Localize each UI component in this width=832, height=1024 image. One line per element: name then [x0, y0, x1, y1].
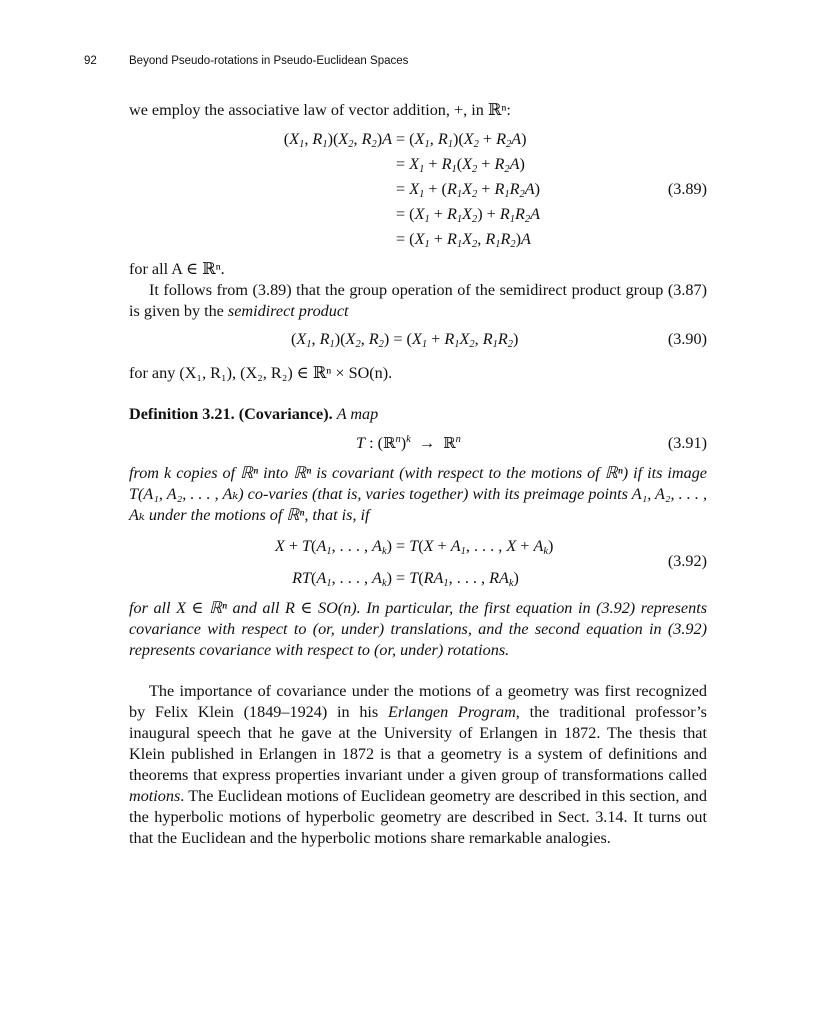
- erlangen-program-emph: Erlangen Program: [387, 703, 516, 721]
- eq389-lhs: ($X_1$, $R_1)(X_2$, $R_2)A$: [283, 130, 392, 150]
- eq390-formula: ($X_1$, $R_1)(X_2$, $R_2) = (X_1 + R_1X_2$, $R_1R_2$): [291, 330, 519, 350]
- after-eq390: for any (X₁, R₁), (X₂, R₂) ∈ ℝⁿ × SO(n).: [129, 364, 393, 382]
- eq389-line1: = ($X_1$, $R_1)(X_2 + R_2A)$: [396, 130, 527, 150]
- klein-part3: . The Euclidean motions of Euclidean geometry are described in this section, and the hyperbolic motions of hyperbolic geometry are described in Sect. 3.14. It turns out that the Euclidean and the hyperbolic motions share remarkable analogies.: [129, 787, 707, 847]
- definition-tail: for all X ∈ ℝⁿ and all R ∈ SO(n). In particular, the first equation in (3.92) represents covariance with respect to (or, under) translations, and the second equation in (3.92) represents covariance with respect to (or, under) rotations.: [129, 599, 707, 659]
- definition-heading-line: [129, 404, 378, 425]
- eq392-line2-rhs: = $T(RA_1$, . . . , $RA_k$): [396, 569, 519, 589]
- eq392-line2-lhs: $RT(A_1$, . . . , $A_k$): [292, 569, 392, 589]
- motions-emph: motions: [129, 787, 181, 805]
- eq392-line1-lhs: $X + T(A_1$, . . . , $A_k$): [274, 537, 392, 557]
- intro-line: we employ the associative law of vector addition, +, in ℝⁿ:: [129, 101, 511, 119]
- semidirect-product-emph: semidirect product: [227, 302, 349, 320]
- running-title: Beyond Pseudo-rotations in Pseudo-Euclidean Spaces: [129, 55, 409, 67]
- klein-paragraph: [129, 681, 707, 849]
- eq389-line2: = $X_1 + R_1(X_2 + R_2A)$: [396, 155, 525, 175]
- klein-part2: , the traditional professor’s inaugural speech that he gave at the University of Erlangen in 1872. The thesis that Klein published in Erlangen in 1872 is that a geometry is a system of definitions and theorems that express properties invariant under a given group of transformations called: [129, 703, 707, 784]
- eq389-number: (3.89): [667, 180, 707, 198]
- after-eq389: for all A ∈ ℝⁿ.: [129, 260, 225, 278]
- eq391-number: (3.91): [667, 434, 707, 452]
- eq391-formula: T : (ℝ$^n$)$^k$ → ℝ$^n$: [356, 434, 461, 452]
- eq389-line4: = $(X_1 + R_1X_2) + R_1R_2A$: [396, 205, 541, 225]
- eq389-line3: = $X_1 + (R_1X_2 + R_1R_2A)$: [396, 180, 541, 200]
- eq389-line5: = ($X_1 + R_1X_2$, $R_1R_2)A$: [396, 230, 531, 250]
- eq392-line1-rhs: = $T(X + A_1$, . . . , $X + A_k$): [396, 537, 554, 557]
- eq390-number: (3.90): [667, 330, 707, 348]
- page-number: 92: [84, 55, 97, 67]
- definition-lead: A map: [336, 405, 379, 423]
- follows-text: It follows from (3.89) that the group operation of the semidirect product group (3.87) is given by the: [129, 281, 707, 320]
- definition-body: from k copies of ℝⁿ into ℝⁿ is covariant (with respect to the motions of ℝⁿ) if its image T(A₁, A₂, . . . , Aₖ) co-varies (that is, varies together) with its preimage points A₁, A₂, . . . , Aₖ under the motions of ℝⁿ, that is, if: [129, 464, 707, 524]
- follows-paragraph: [129, 280, 707, 322]
- definition-heading: Definition 3.21. (Covariance).: [129, 405, 333, 423]
- klein-part1: The importance of covariance under the motions of a geometry was first recognized by Felix Klein (1849–1924) in his: [129, 682, 707, 721]
- eq392-number: (3.92): [667, 552, 707, 570]
